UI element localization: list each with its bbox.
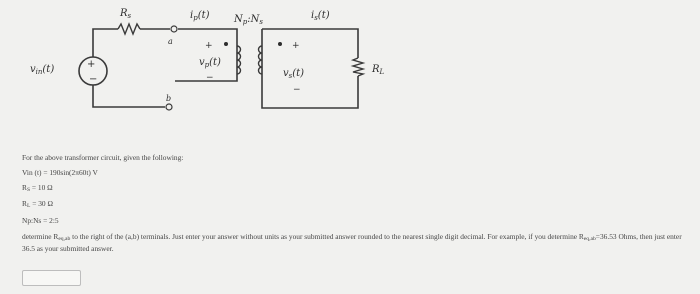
source-label: $v_{in}(t)$: [30, 64, 55, 76]
problem-statement: [22, 151, 692, 254]
problem-question: determine Req,ab to the right of the (a,b) terminals. Just enter your answer without units as your submitted answer rounded to the nearest single digit decimal. For example, if you determine Req,ab=36.53 Ohms, then just enter 36.5 as your submitted answer.: [22, 231, 682, 253]
problem-intro: For the above transformer circuit, given the following:: [22, 153, 184, 162]
vp-plus-sign: +: [205, 41, 213, 51]
turns-ratio-label: $N_p:N_s$: [234, 14, 263, 26]
vs-plus-sign: +: [292, 41, 300, 51]
vp-label: $v_p(t)$: [199, 57, 221, 69]
terminal-b: [166, 104, 172, 110]
rl-label: $R_L$: [372, 64, 385, 76]
source-minus-sign: −: [89, 74, 98, 85]
source-plus-sign: +: [87, 59, 96, 70]
primary-dot: [224, 42, 228, 46]
circuit-wires: [93, 29, 358, 108]
given-rs: RS = 10 Ω: [22, 182, 53, 193]
secondary-dot: [278, 42, 282, 46]
vs-minus-sign: −: [293, 85, 301, 95]
terminal-a: [171, 26, 177, 32]
secondary-current-label: $i_s(t)$: [311, 10, 330, 22]
rs-label: $R_s$: [120, 8, 132, 20]
terminal-b-label: b: [166, 94, 172, 103]
primary-current-label: $i_p(t)$: [190, 10, 210, 22]
given-turns-ratio: Np:Ns = 2:5: [22, 216, 59, 226]
vp-minus-sign: −: [206, 73, 214, 83]
terminal-a-label: a: [168, 37, 173, 46]
rl-resistor: [353, 58, 363, 76]
given-rl: RL = 30 Ω: [22, 199, 53, 210]
answer-input[interactable]: [22, 270, 81, 286]
vs-label: $v_s(t)$: [283, 68, 305, 80]
given-vin: Vin (t) = 190sin(2π60t) V: [22, 167, 98, 177]
rs-resistor: [118, 24, 140, 34]
